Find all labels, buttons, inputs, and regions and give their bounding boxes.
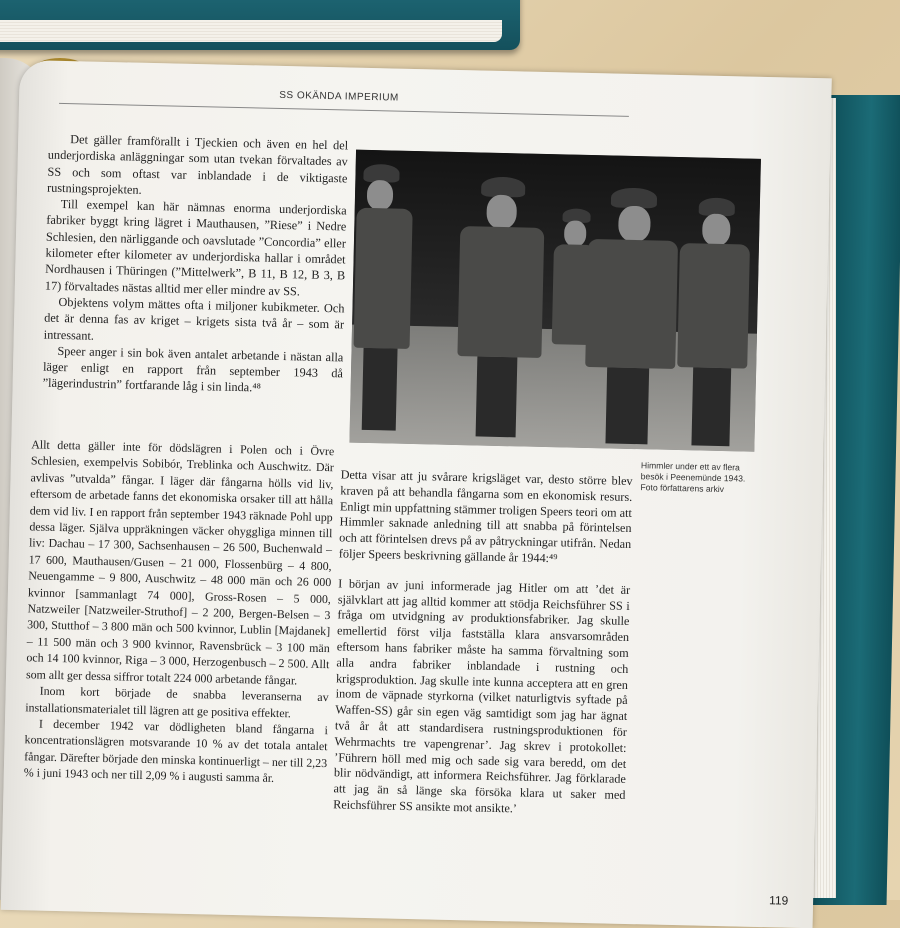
page-number: 119 [768,893,789,908]
header-rule [59,103,629,117]
quote-text: I början av juni informerade jag Hitler om att ’det är självklart att jag alltid kommer att stödja Reichsführer SS i fråga om utvidgning av produktionsfabriker. Jag skulle emellertid först vilja fastställa klara ansvarsområden eftersom hans fabriker måste ha samma förvaltning som alla andra fabriker inblandade i rustning och krigsproduktion. Jag skulle inte kunna acceptera att en gren inom de väpnade styrkorna (vilket naturligtvis syftade på Waffen-SS) går sin egen väg samtidigt som jag har ägnat två år åt att standardisera rustningsproduktionen för Wehrmachts tre vapengrenar’. Jag skrev i protokollet: ’Führern höll med mig och sade sig vara beredd, om det blir nödvändigt, att informera Reichsführer. Jag förklarade att jag än så länge ska försöka klara ut saker med Reichsführer SS ansikte mot ansikte.’ [333,576,631,816]
paragraph: Till exempel kan här nämnas enorma underjordiska fabriker byggt kring lägret i Mauthausen, ”Riese” i Nedre Schlesien, den närliggande och oavslutade ”Concordia” eller kilometer efter kilometer av underjordiska hallar i området Nordhausen i Thüringen (”Mittelwerk”, B 11, B 12, B 3, B 17) förvaltades nästas alltid mer eller mindre av SS. [44,197,347,299]
officer-figure-himmler [575,183,681,445]
officer-figure [350,158,416,439]
paragraph: Allt detta gäller inte för dödslägren i Polen och i Övre Schlesien, exempelvis Sobibór, Treblinka och Auschwitz. Där avlivas ”utvalda” fångar. I läger där fångarna hölls vid liv, eftersom de arbetade fanns det ekonomiska orsaker till att hålla dem vid liv. I en rapport från september 1943 räknade Pohl upp dessa läger. Själva uppräkningen väcker ohyggliga minnen till liv: Dachau – 17 300, Sachsenhausen – 26 500, Buchenwald – 17 600, Mauthausen/Gusen – 21 000, Flossenbürg – 4 800, Neuengamme – 9 800, Auschwitz – 48 000 män och 26 000 kvinnor [sammanlagt 74 000], Gross-Rosen – 5 000, Natzweiler [Natzweiler-Struthof] – 2 200, Bergen-Belsen – 3 300, Stutthof – 3 800 män och 500 kvinnor, Lublin [Majdanek] – 11 500 män och 3 900 kvinnor, Ravensbrück – 3 100 män och 14 100 kvinnor, Riga – 3 000, Herzogenbusch – 2 500. Allt som allt ger dessa siffror totalt 224 000 arbetande fångar. [25,437,335,688]
paragraph: Speer anger i sin bok även antalet arbetande i nästan alla läger enligt en rapport från september 1943 då ”lägerindustrin” fortfarande låg i sin linda.⁴⁸ [42,343,344,396]
paragraph: I december 1942 var dödligheten bland fångarna i koncentrationslägren motsvarande 10 % av det totala antalet fångar. Därefter började den minska kontinuerligt – ner till 2,23 % i juni 1943 och ner till 2,09 % i augusti samma år. [23,716,329,786]
officer-figure [671,193,753,447]
historical-photo [349,150,761,452]
right-column [333,467,633,819]
block-quote [333,576,630,820]
left-column-bottom [24,436,335,787]
paragraph: Objektens volym mättes ofta i miljoner kubikmeter. Och det är denna fas av kriget – krigets sista två år – som är intressant. [43,294,345,343]
paragraph: Detta visar att ju svårare krigsläget var, desto större blev kraven på att behandla fångarna som en ekonomisk resurs. Enligt min uppfattning stämmer troligen Speers teori om att Himmler saknade anledning till att snabba på förintelsen och att förintelsen drevs på av påtryckningar utifrån. Nedan följer Speers beskrivning gällande år 1944:⁴⁹ [338,467,633,566]
running-header: SS OKÄNDA IMPERIUM [279,89,399,104]
stacked-book-pages [0,20,502,42]
officer-figure [449,172,545,444]
paragraph: Det gäller framförallt i Tjeckien och även en hel del underjordiska anläggningar som utan tvekan förvaltades av SS och som oftast var inblandade i de viktigaste rustningsprojekten. [46,132,349,197]
book-page [1,60,832,928]
paragraph: Inom kort började de snabba leveranserna av installationsmaterialet till lägren att ge positiva effekter. [25,683,329,720]
left-column-top [42,131,348,398]
photo-caption: Himmler under ett av flera besök i Peenemünde 1943. Foto författarens arkiv [640,460,746,495]
